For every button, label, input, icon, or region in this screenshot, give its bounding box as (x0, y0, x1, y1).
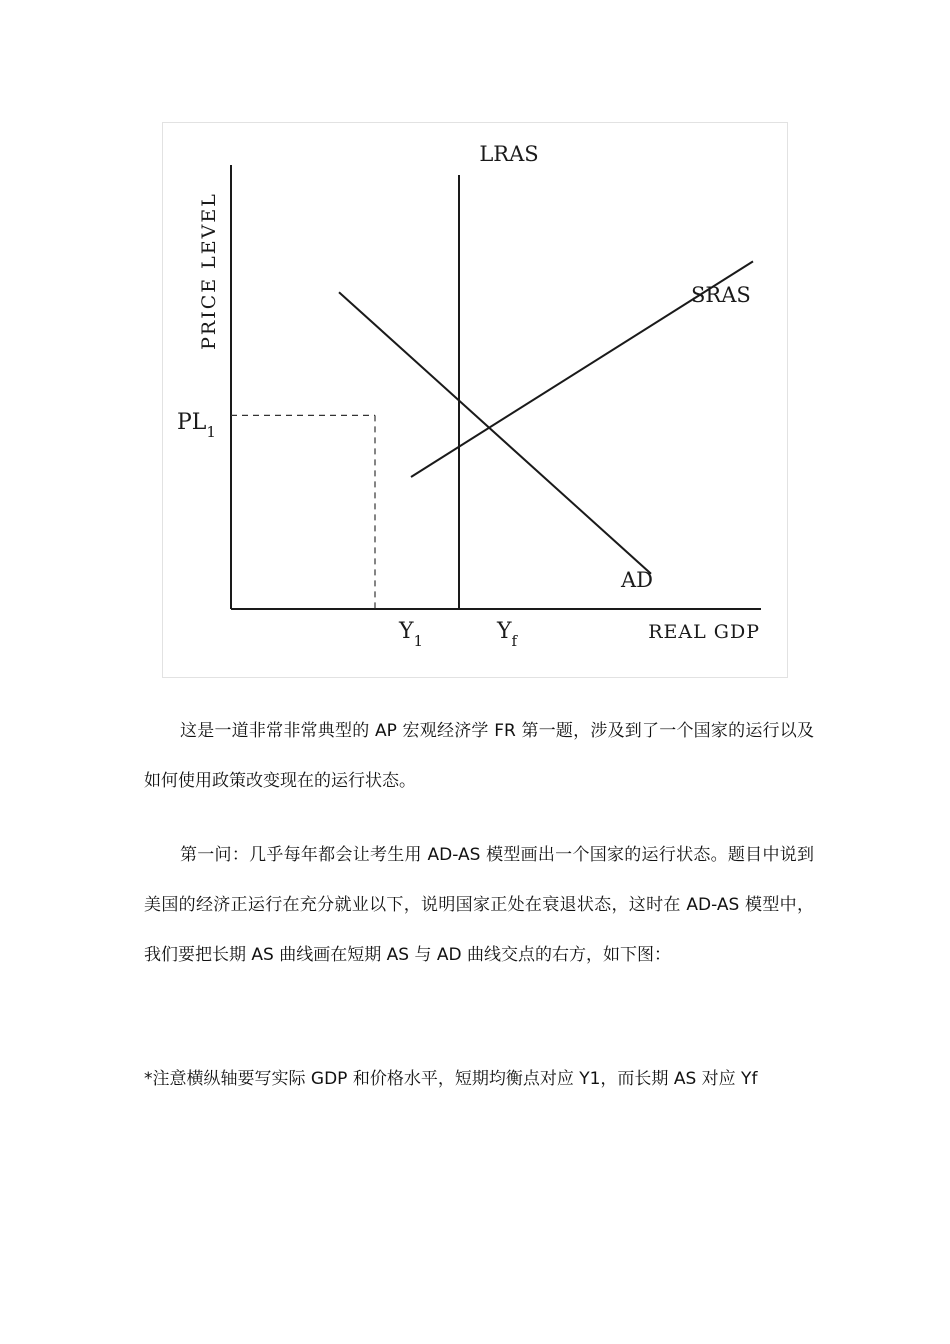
pl1-tick-main: PL (177, 410, 207, 435)
y-axis-label: PRICE LEVEL (198, 192, 220, 350)
y1-tick-sub: 1 (413, 632, 424, 650)
ad-line (339, 292, 651, 574)
pl1-tick-sub: 1 (206, 423, 216, 441)
paragraph-question-one: 第一问：几乎每年都会让考生用 AD-AS 模型画出一个国家的运行状态。题目中说到美国的经济正运行在充分就业以下，说明国家正处在衰退状态，这时在 AD-AS 模型中，我们要把长期 AS 曲线画在短期 AS 与 AD 曲线交点的右方，如下图： (144, 845, 814, 965)
yf-tick-main: Y (497, 619, 512, 644)
ad-as-figure (162, 122, 788, 678)
paragraph-note: *注意横纵轴要写实际 GDP 和价格水平，短期均衡点对应 Y1，而长期 AS 对应 Yf (144, 1069, 758, 1089)
sras-label: SRAS (691, 283, 751, 307)
pl1-tick-label (177, 410, 216, 441)
ad-as-chart (163, 123, 789, 679)
ad-label: AD (621, 568, 654, 592)
yf-tick-sub: f (511, 632, 518, 650)
y1-tick-label (398, 619, 423, 650)
y1-tick-main: Y (399, 619, 414, 644)
lras-label: LRAS (479, 142, 539, 166)
paragraph-intro: 这是一道非常非常典型的 AP 宏观经济学 FR 第一题，涉及到了一个国家的运行以及如何使用政策改变现在的运行状态。 (144, 721, 814, 791)
x-axis-label: REAL GDP (648, 621, 760, 643)
yf-tick-label (496, 619, 519, 650)
